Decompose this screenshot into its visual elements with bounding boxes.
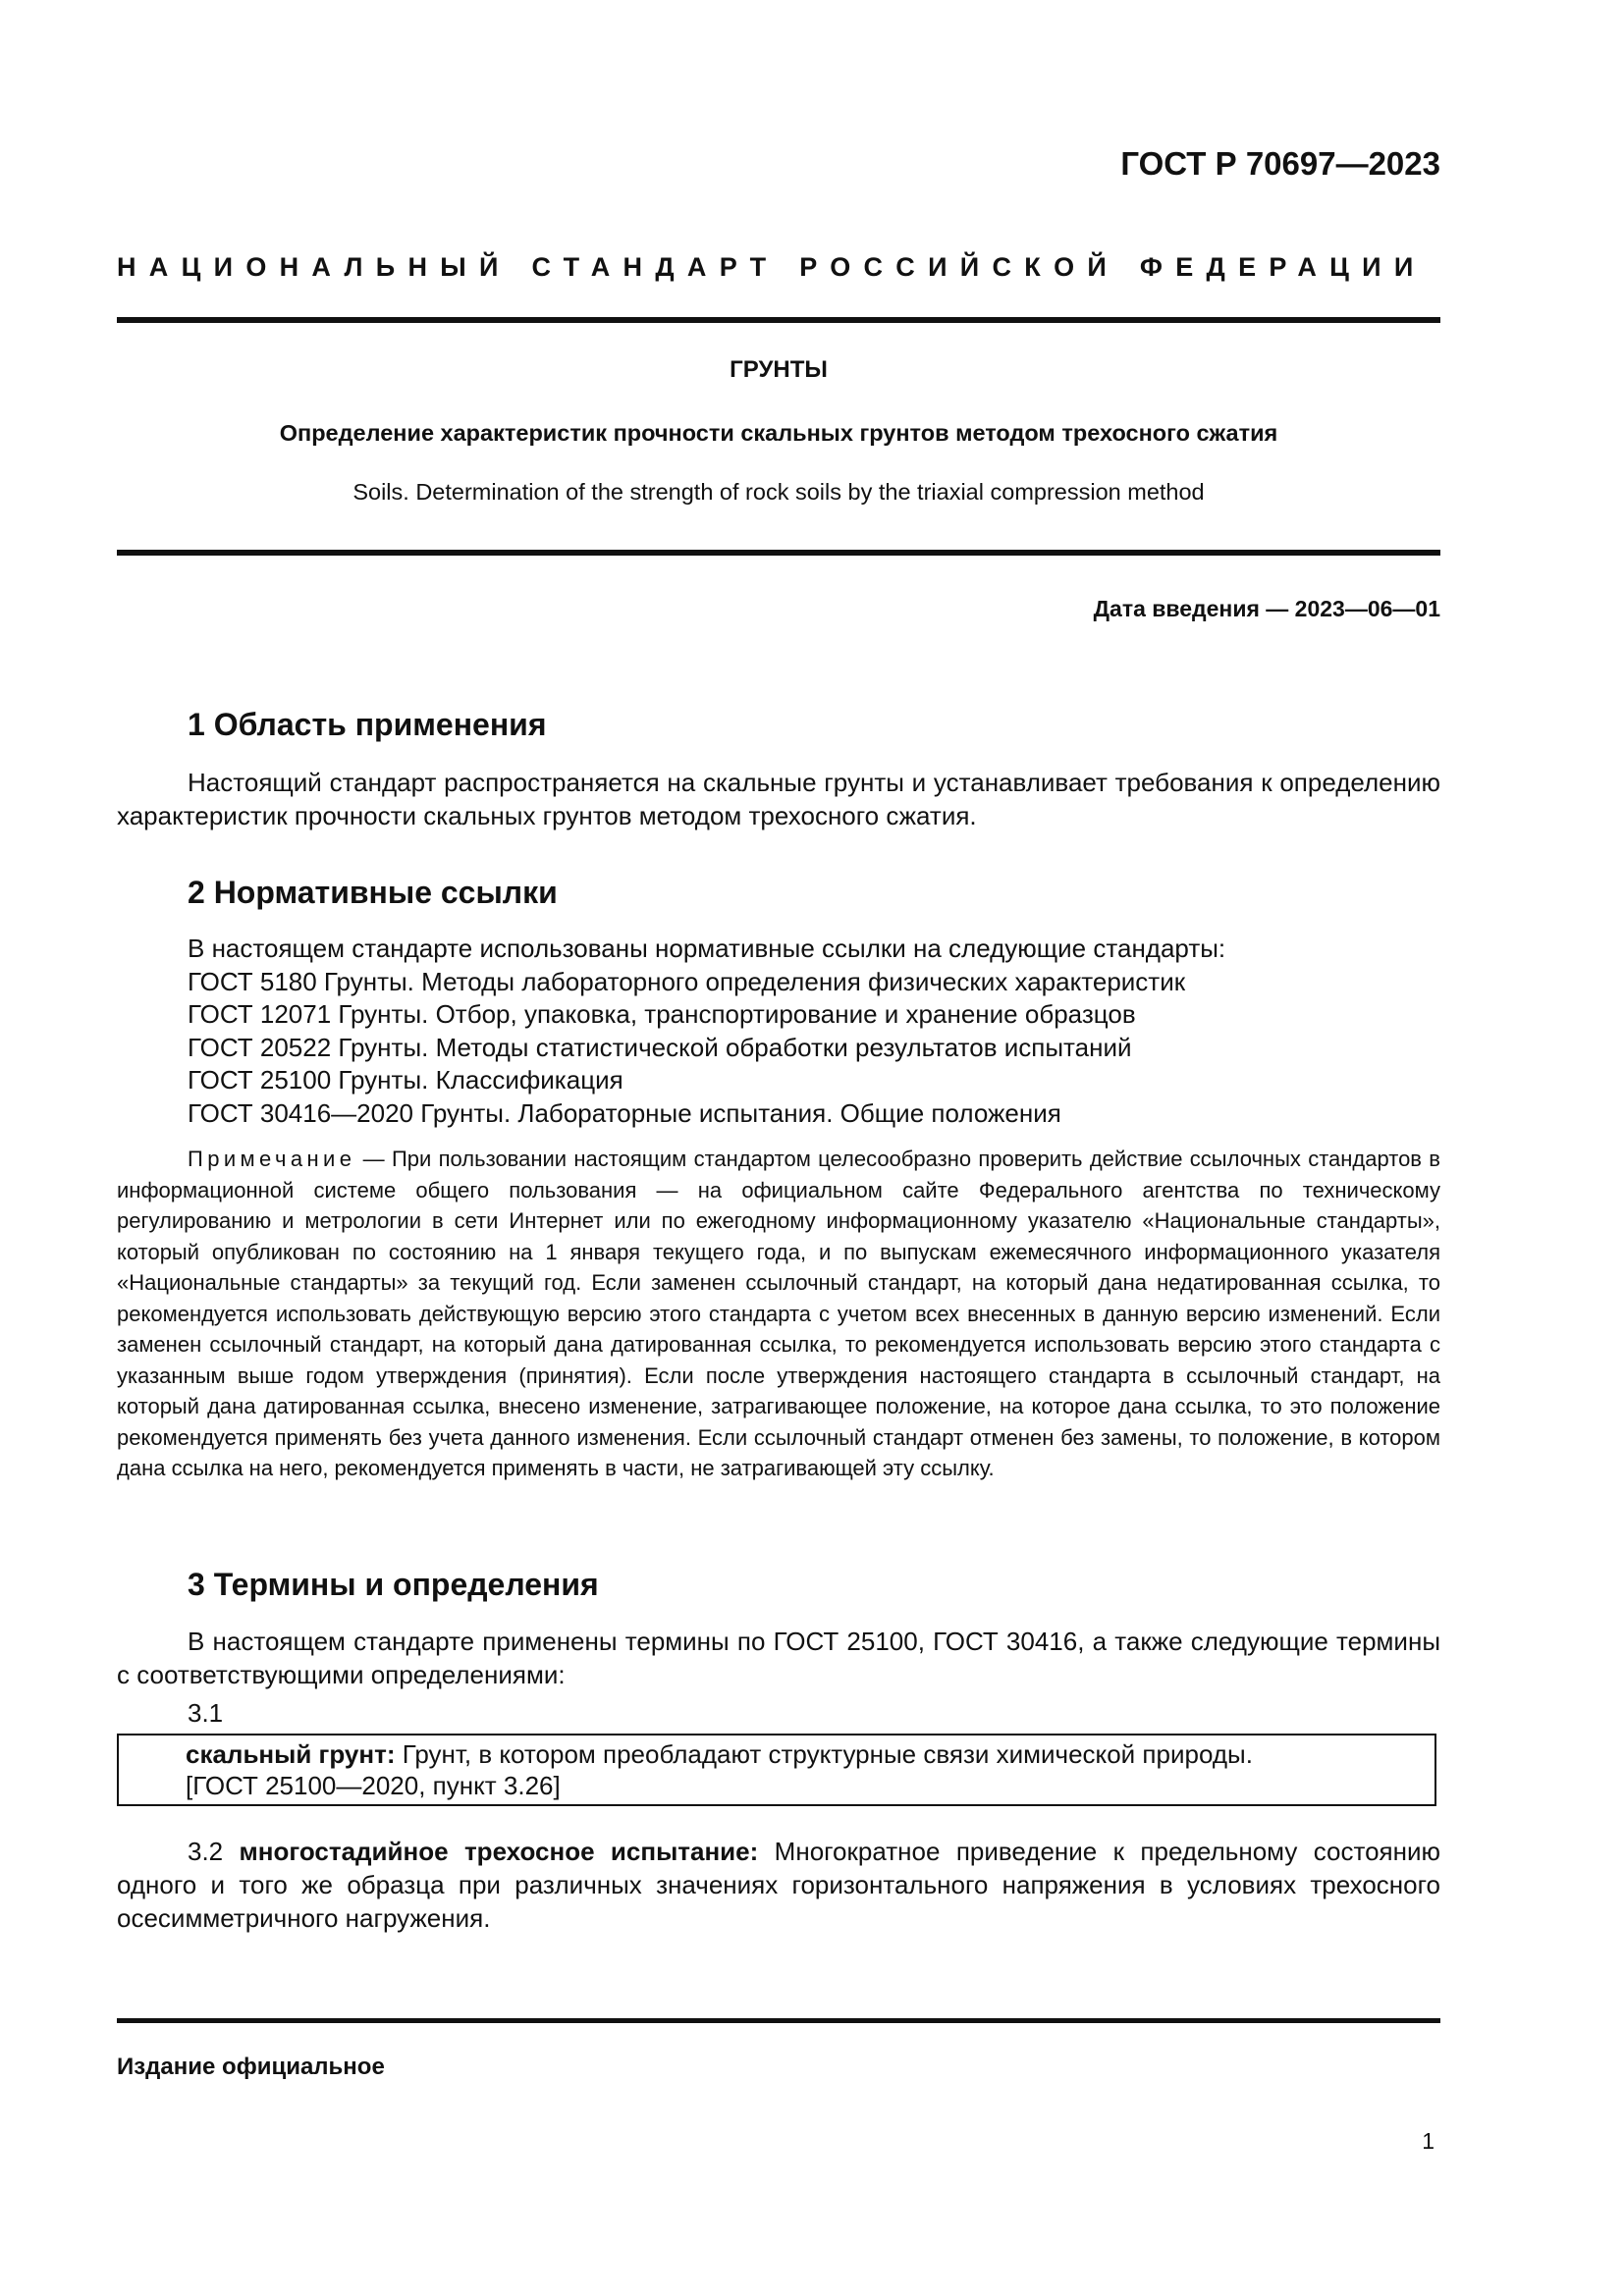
standard-code: ГОСТ Р 70697—2023	[1120, 145, 1440, 182]
introduction-date: Дата введения — 2023—06—01	[1093, 596, 1440, 621]
term-3-1-definition	[186, 1739, 1253, 1770]
section-3-heading: 3 Термины и определения	[188, 1567, 599, 1602]
document-page	[117, 0, 1440, 2296]
normative-references-list	[188, 933, 1225, 1131]
reference-item: ГОСТ 25100 Грунты. Классификация	[188, 1065, 623, 1095]
section-1-text: Настоящий стандарт распространяется на скальные грунты и устанавливает требования к определению характеристик прочности скальных грунтов методом трехосного сжатия.	[117, 768, 1440, 830]
term-3-1-source: [ГОСТ 25100—2020, пункт 3.26]	[186, 1771, 561, 1800]
section-3-intro: В настоящем стандарте применены термины по ГОСТ 25100, ГОСТ 30416, а также следующие термины с соответствующими определениями:	[117, 1627, 1440, 1689]
title-rule	[117, 550, 1440, 556]
top-rule	[117, 317, 1440, 323]
term-3-1-text: Грунт, в котором преобладают структурные связи химической природы.	[395, 1739, 1253, 1769]
term-3-2-text: Многократное приведение к предельному состоянию одного и того же образца при различных значениях горизонтального напряжения в условиях трехосного осесимметричного нагружения.	[117, 1837, 1440, 1933]
term-3-2-name: многостадийное трехосное испытание:	[239, 1837, 759, 1866]
document-subtitle: Определение характеристик прочности скальных грунтов методом трехосного сжатия	[279, 420, 1278, 446]
section-2-heading: 2 Нормативные ссылки	[188, 875, 558, 910]
english-title: Soils. Determination of the strength of rock soils by the triaxial compression method	[352, 479, 1205, 505]
reference-item: ГОСТ 5180 Грунты. Методы лабораторного определения физических характеристик	[188, 966, 1186, 996]
term-3-1-name: скальный грунт:	[186, 1739, 396, 1769]
document-title: ГРУНТЫ	[730, 356, 828, 383]
term-3-2-definition	[117, 1835, 1440, 1935]
reference-item: ГОСТ 30416—2020 Грунты. Лабораторные испытания. Общие положения	[188, 1097, 1061, 1128]
term-3-2-number: 3.2	[188, 1837, 240, 1866]
note-text: — При пользовании настоящим стандартом целесообразно проверить действие ссылочных стандартов в информационной системе общего пользования — на официальном сайте Федерального агентства по техническому регулированию и метрологии в сети Интернет или по ежегодному информационному указателю «Национальные стандарты», который опубликован по состоянию на 1 января текущего года, и по выпускам ежемесячного информационного указателя «Национальные стандарты» за текущий год. Если заменен ссылочный стандарт, на который дана недатированная ссылка, то рекомендуется использовать действующую версию этого стандарта с учетом всех внесенных в данную версию изменений. Если заменен ссылочный стандарт, на который дана датированная ссылка, то рекомендуется использовать версию этого стандарта с указанным выше годом утверждения (принятия). Если после утверждения настоящего стандарта в ссылочный стандарт, на который дана датированная ссылка, внесено изменение, затрагивающее положение, на которое дана ссылка, то это положение рекомендуется применять без учета данного изменения. Если ссылочный стандарт отменен без замены, то положение, в котором дана ссылка на него, рекомендуется применять в части, не затрагивающей эту ссылку.	[117, 1147, 1440, 1480]
official-edition-label: Издание официальное	[117, 2054, 385, 2080]
references-intro: В настоящем стандарте использованы нормативные ссылки на следующие стандарты:	[188, 934, 1226, 963]
section-1-heading: 1 Область применения	[188, 707, 547, 742]
note-label: Примечание	[188, 1147, 356, 1171]
references-note	[117, 1144, 1440, 1484]
national-standard-banner: НАЦИОНАЛЬНЫЙ СТАНДАРТ РОССИЙСКОЙ ФЕДЕРАЦИИ	[117, 252, 1427, 282]
term-3-1-box	[117, 1734, 1436, 1806]
term-3-1-number: 3.1	[188, 1698, 224, 1728]
footer-rule	[117, 2018, 1440, 2023]
page-number: 1	[1422, 2128, 1435, 2154]
reference-item: ГОСТ 20522 Грунты. Методы статистической обработки результатов испытаний	[188, 1032, 1132, 1062]
reference-item: ГОСТ 12071 Грунты. Отбор, упаковка, транспортирование и хранение образцов	[188, 999, 1136, 1030]
